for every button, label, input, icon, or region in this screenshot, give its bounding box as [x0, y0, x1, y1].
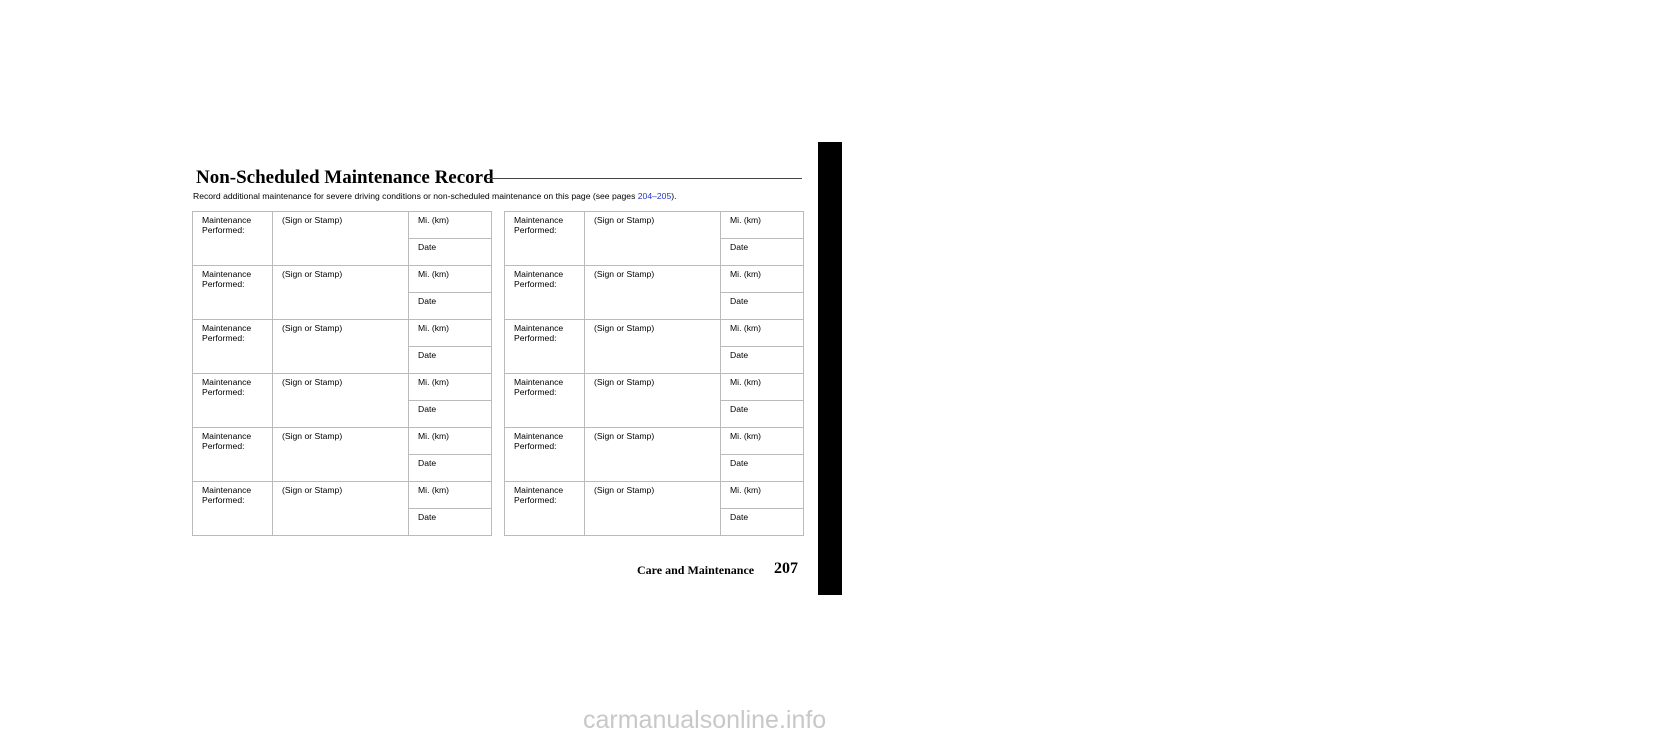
intro-text	[193, 191, 676, 201]
mileage-field[interactable]: Mi. (km)	[721, 212, 804, 239]
mileage-field[interactable]: Mi. (km)	[409, 428, 492, 455]
maintenance-performed-field[interactable]: Maintenance Performed:	[193, 374, 273, 428]
pages-link[interactable]: 204–205	[637, 191, 672, 201]
sign-or-stamp-field[interactable]: (Sign or Stamp)	[585, 266, 721, 320]
sign-or-stamp-field[interactable]: (Sign or Stamp)	[585, 482, 721, 536]
maintenance-performed-field[interactable]: Maintenance Performed:	[505, 482, 585, 536]
record-entry	[193, 212, 492, 239]
record-entry	[505, 482, 804, 509]
sign-or-stamp-field[interactable]: (Sign or Stamp)	[585, 212, 721, 266]
record-table-left	[192, 211, 492, 536]
date-field[interactable]: Date	[409, 509, 492, 536]
date-field[interactable]: Date	[721, 293, 804, 320]
record-entry	[505, 266, 804, 293]
mileage-field[interactable]: Mi. (km)	[721, 374, 804, 401]
date-field[interactable]: Date	[721, 455, 804, 482]
sign-or-stamp-field[interactable]: (Sign or Stamp)	[273, 428, 409, 482]
sign-or-stamp-field[interactable]: (Sign or Stamp)	[585, 428, 721, 482]
date-field[interactable]: Date	[721, 347, 804, 374]
sign-or-stamp-field[interactable]: (Sign or Stamp)	[273, 266, 409, 320]
maintenance-performed-field[interactable]: Maintenance Performed:	[193, 320, 273, 374]
sign-or-stamp-field[interactable]: (Sign or Stamp)	[273, 320, 409, 374]
maintenance-performed-field[interactable]: Maintenance Performed:	[193, 482, 273, 536]
mileage-field[interactable]: Mi. (km)	[721, 320, 804, 347]
date-field[interactable]: Date	[409, 239, 492, 266]
title-rule	[487, 178, 802, 179]
date-field[interactable]: Date	[409, 455, 492, 482]
record-entry	[505, 374, 804, 401]
watermark: carmanualsonline.info	[583, 706, 827, 734]
record-entry	[505, 320, 804, 347]
mileage-field[interactable]: Mi. (km)	[409, 320, 492, 347]
maintenance-performed-field[interactable]: Maintenance Performed:	[505, 374, 585, 428]
intro-text-main: Record additional maintenance for severe driving conditions or non-scheduled maintenance on this page (see pages	[193, 191, 638, 201]
date-field[interactable]: Date	[721, 509, 804, 536]
maintenance-performed-field[interactable]: Maintenance Performed:	[505, 320, 585, 374]
maintenance-performed-field[interactable]: Maintenance Performed:	[505, 212, 585, 266]
record-entry	[193, 320, 492, 347]
mileage-field[interactable]: Mi. (km)	[409, 266, 492, 293]
date-field[interactable]: Date	[721, 239, 804, 266]
sign-or-stamp-field[interactable]: (Sign or Stamp)	[273, 374, 409, 428]
mileage-field[interactable]: Mi. (km)	[721, 482, 804, 509]
record-entry	[193, 374, 492, 401]
record-entry	[193, 428, 492, 455]
record-entry	[505, 428, 804, 455]
maintenance-performed-field[interactable]: Maintenance Performed:	[505, 428, 585, 482]
mileage-field[interactable]: Mi. (km)	[409, 482, 492, 509]
record-table-right	[504, 211, 804, 536]
mileage-field[interactable]: Mi. (km)	[409, 374, 492, 401]
record-entry	[193, 482, 492, 509]
date-field[interactable]: Date	[721, 401, 804, 428]
mileage-field[interactable]: Mi. (km)	[721, 428, 804, 455]
sign-or-stamp-field[interactable]: (Sign or Stamp)	[273, 482, 409, 536]
side-tab-label: MAINTENANCE RECORD	[1643, 402, 1653, 618]
sign-or-stamp-field[interactable]: (Sign or Stamp)	[273, 212, 409, 266]
side-tab	[818, 142, 1653, 618]
record-entry	[193, 266, 492, 293]
footer-section-label: Care and Maintenance	[637, 563, 755, 577]
date-field[interactable]: Date	[409, 401, 492, 428]
intro-text-end: ).	[671, 191, 677, 201]
maintenance-performed-field[interactable]: Maintenance Performed:	[193, 428, 273, 482]
sign-or-stamp-field[interactable]: (Sign or Stamp)	[585, 320, 721, 374]
maintenance-performed-field[interactable]: Maintenance Performed:	[193, 266, 273, 320]
page-title: Non-Scheduled Maintenance Record	[196, 167, 494, 188]
mileage-field[interactable]: Mi. (km)	[409, 212, 492, 239]
record-entry	[505, 212, 804, 239]
sign-or-stamp-field[interactable]: (Sign or Stamp)	[585, 374, 721, 428]
mileage-field[interactable]: Mi. (km)	[721, 266, 804, 293]
date-field[interactable]: Date	[409, 293, 492, 320]
page-number: 207	[774, 560, 798, 577]
maintenance-performed-field[interactable]: Maintenance Performed:	[193, 212, 273, 266]
maintenance-performed-field[interactable]: Maintenance Performed:	[505, 266, 585, 320]
date-field[interactable]: Date	[409, 347, 492, 374]
